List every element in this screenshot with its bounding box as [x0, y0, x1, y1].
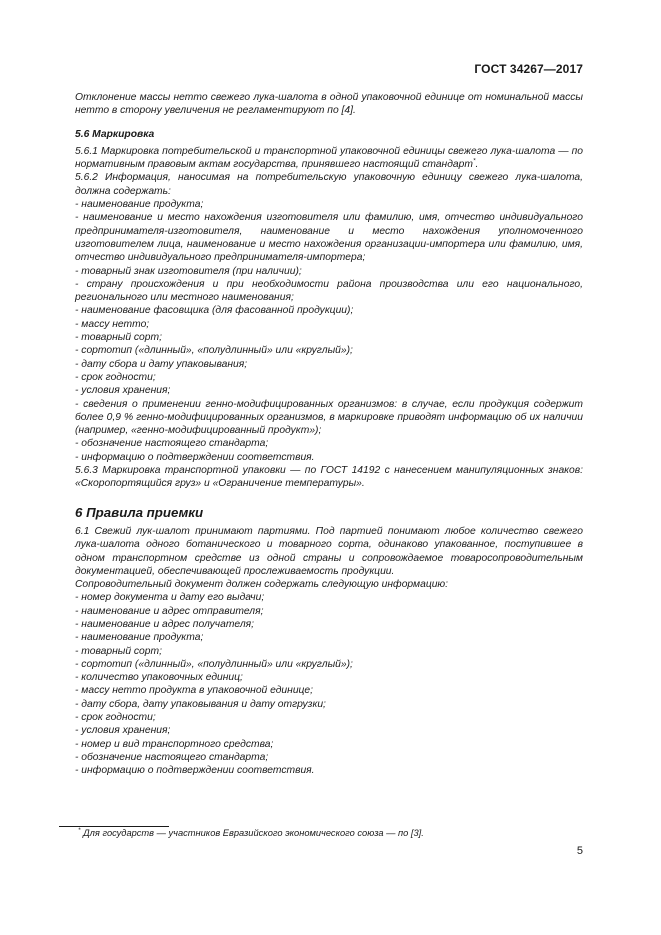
list-item: - условия хранения;	[75, 725, 171, 737]
list-item: - информацию о подтверждении соответствия.	[75, 451, 315, 463]
para-6-1: 6.1 Свежий лук-шалот принимают партиями. Под партией понимают любое количество свежего лука-шалота одного ботанического и товарного сорта, одинаково упакованное, поступившее в одном транспортном средстве из одной страны и сопровождаемое товаросопроводительным документацией, обеспечивающей прослеживаемость продукции.	[75, 525, 583, 577]
list-item: - массу нетто продукта в упаковочной единице;	[75, 685, 314, 697]
list-item: - наименование фасовщика (для фасованной продукции);	[75, 305, 354, 317]
list-item: - сортотип («длинный», «полудлинный» или «круглый»);	[75, 658, 353, 670]
para-5-6-3: 5.6.3 Маркировка транспортной упаковки — по ГОСТ 14192 с нанесением манипуляционных знаков: «Скоропортящийся груз» и «Ограничение температуры».	[75, 465, 583, 490]
para-5-6-2: 5.6.2 Информация, наносимая на потребительскую упаковочную единицу свежего лука-шалота, должна содержать:	[75, 172, 583, 197]
list-item: - дату сбора, дату упаковывания и дату отгрузки;	[75, 698, 326, 710]
para-5-6-1-text: 5.6.1 Маркировка потребительской и транспортной упаковочной единицы свежего лука-шалота — по нормативным правовым актам государства, принявшего настоящий стандарт	[75, 145, 583, 171]
list-item: - наименование продукта;	[75, 199, 204, 211]
footnote	[78, 828, 578, 838]
list-item: - массу нетто;	[75, 318, 150, 330]
list-item: - сведения о применении генно-модифицированных организмов: в случае, если продукция содержит более 0,9 % генно-модифицированных организмов, в маркировке приводят информацию об их наличии (например, «генно-модифицированный продукт»);	[75, 398, 583, 437]
list-item: - номер и вид транспортного средства;	[75, 738, 274, 750]
page-number: 5	[576, 845, 583, 857]
list-item: - обозначение настоящего стандарта;	[75, 438, 269, 450]
list-item: - дату сбора и дату упаковывания;	[75, 358, 248, 370]
marking-list	[75, 198, 583, 464]
section-5-6-title: 5.6 Маркировка	[75, 128, 155, 140]
list-item: - номер документа и дату его выдачи;	[75, 592, 265, 604]
document-info-list	[75, 591, 583, 777]
list-item: - товарный сорт;	[75, 645, 162, 657]
list-item: - наименование и место нахождения изготовителя или фамилию, имя, отчество индивидуального предпринимателя-изготовителя, наименование и место нахождения уполномоченного изготовителем лица, наименование и место нахождения организации-импортера или фамилию, имя, отчество индивидуального предпринимателя-импортера;	[75, 212, 583, 264]
list-item: - количество упаковочных единиц;	[75, 672, 243, 684]
list-item: - обозначение настоящего стандарта;	[75, 751, 269, 763]
list-item: - наименование и адрес получателя;	[75, 618, 254, 630]
intro-paragraph: Отклонение массы нетто свежего лука-шалота в одной упаковочной единице от номинальной массы нетто в сторону увеличения не регламентируют по [4].	[75, 92, 583, 117]
para-6-1-doc: Сопроводительный документ должен содержать следующую информацию:	[75, 579, 449, 591]
content	[75, 91, 583, 778]
section-6-title: 6 Правила приемки	[75, 504, 204, 520]
list-item: - срок годности;	[75, 371, 156, 383]
list-item: - товарный сорт;	[75, 332, 162, 344]
list-item: - условия хранения;	[75, 385, 171, 397]
footnote-mark: *	[78, 826, 81, 834]
doc-number: ГОСТ 34267—2017	[474, 62, 583, 76]
list-item: - информацию о подтверждении соответствия.	[75, 765, 315, 777]
list-item: - товарный знак изготовителя (при наличии);	[75, 265, 302, 277]
list-item: - страну происхождения и при необходимости района производства или его национального, регионального или местного наименования;	[75, 278, 583, 304]
list-item: - сортотип («длинный», «полудлинный» или «круглый»);	[75, 345, 353, 357]
list-item: - наименование и адрес отправителя;	[75, 605, 264, 617]
footnote-ref: *	[472, 157, 476, 165]
list-item: - срок годности;	[75, 712, 156, 724]
footnote-separator	[59, 826, 169, 827]
footnote-text: Для государств — участников Евразийского экономического союза — по [3].	[83, 828, 424, 838]
para-5-6-1: 5.6.1 Маркировка потребительской и транспортной упаковочной единицы свежего лука-шалота — по нормативным правовым актам государства, принявшего настоящий стандарт*.	[75, 145, 583, 171]
list-item: - наименование продукта;	[75, 632, 204, 644]
